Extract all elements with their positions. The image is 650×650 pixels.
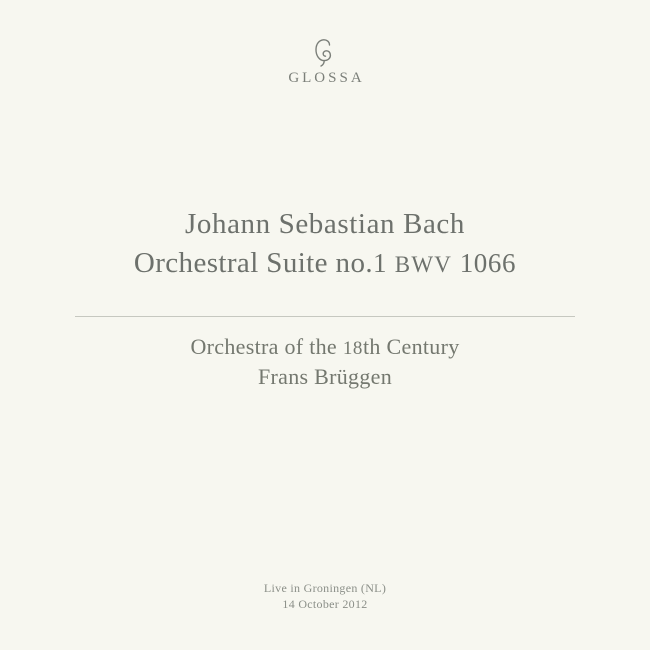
catalogue-prefix: BWV [394,252,453,278]
composer-name: Johann Sebastian Bach [185,208,465,240]
work-title-main: Orchestral Suite no. [133,247,374,280]
work-title [0,247,650,280]
work-number: 1 [373,248,388,279]
catalogue-number: 1066 [459,248,517,279]
record-label-name: GLOSSA [288,70,365,86]
ensemble-name-suffix: th Century [363,334,460,359]
recording-date: 14 October 2012 [282,597,368,612]
title-block [0,208,650,281]
glossa-spiral-icon [308,38,342,68]
footer-block [0,580,650,612]
ensemble-century: 18 [342,338,364,359]
recording-venue: Live in Groningen (NL) [263,581,387,595]
conductor-name: Frans Brüggen [257,363,393,389]
record-label-block [0,38,650,87]
ensemble-name-prefix: Orchestra of the [190,334,337,359]
ensemble-name [0,333,650,361]
divider-rule [75,316,575,317]
performer-block [0,333,650,390]
